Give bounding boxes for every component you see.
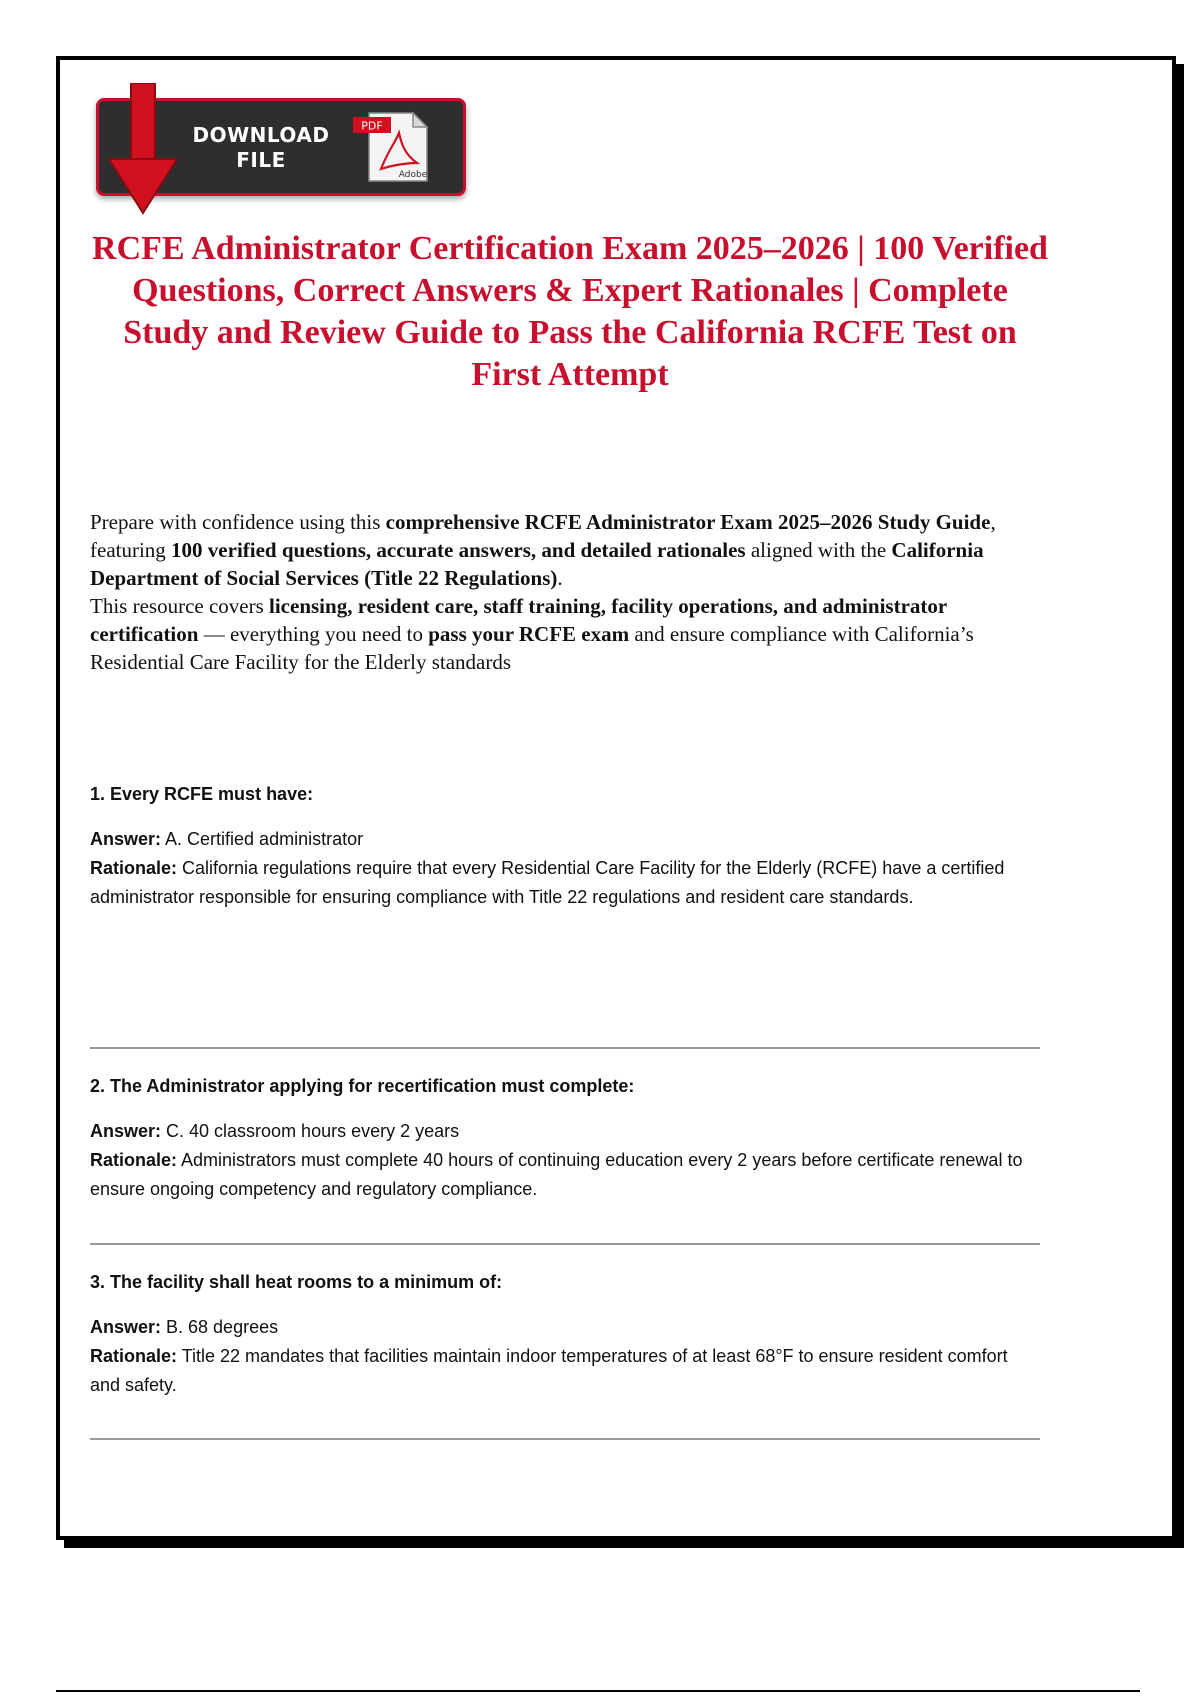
intro-text-2: , featuring [90, 510, 996, 562]
question-divider [90, 1438, 1040, 1440]
intro-bold-1: comprehensive RCFE Administrator Exam 2025–2026 Study Guide [385, 510, 991, 534]
intro-bold-4: licensing, resident care, staff training, facility operations, and administrator certification [90, 594, 947, 646]
page-bottom-rule [56, 1690, 1140, 1692]
intro-text-7: and ensure compliance with California’s Residential Care Facility for the Elderly standards [90, 622, 974, 674]
question-text: 1. Every RCFE must have: [90, 784, 314, 804]
pdf-label: PDF [361, 119, 383, 133]
intro-text-5: This resource covers [90, 594, 270, 618]
intro-paragraph [90, 508, 1050, 676]
answer-line [90, 1313, 1040, 1342]
answer-line [90, 825, 1040, 854]
question-item-2 [90, 1072, 1040, 1204]
rationale-label: Rationale: [90, 858, 178, 878]
rationale-text: California regulations require that every Residential Care Facility for the Elderly (RCFE) have a certified administrator responsible for ensuring compliance with Title 22 regulations and resident care standards. [90, 858, 1005, 907]
question-text: 3. The facility shall heat rooms to a minimum of: [90, 1272, 503, 1292]
intro-text-1: Prepare with confidence using this [90, 510, 386, 534]
intro-text-6: — everything you need to [198, 622, 429, 646]
rationale-line [90, 854, 1040, 912]
download-label-line1: DOWNLOAD [192, 123, 330, 147]
document-title: RCFE Administrator Certification Exam 2025–2026 | 100 Verified Questions, Correct Answers & Expert Rationales | Complete Study and Review Guide to Pass the California RCFE Test on First Attempt [92, 230, 1048, 393]
answer-line [90, 1117, 1040, 1146]
download-label [191, 123, 331, 173]
rationale-label: Rationale: [90, 1150, 178, 1170]
answer-text: C. 40 classroom hours every 2 years [161, 1121, 460, 1141]
intro-bold-3: California Department of Social Services (Title 22 Regulations) [90, 538, 984, 590]
question-item-1 [90, 780, 1040, 912]
intro-text-3: aligned with the [745, 538, 892, 562]
rationale-line [90, 1342, 1040, 1400]
rationale-text: Administrators must complete 40 hours of continuing education every 2 years before certificate renewal to ensure ongoing competency and regulatory compliance. [90, 1150, 1023, 1199]
intro-text-4: . [557, 566, 563, 590]
question-item-3 [90, 1268, 1040, 1400]
intro-bold-5: pass your RCFE exam [428, 622, 630, 646]
answer-label: Answer: [90, 1121, 162, 1141]
rationale-label: Rationale: [90, 1346, 178, 1366]
rationale-line [90, 1146, 1040, 1204]
download-file-button[interactable] [96, 98, 466, 196]
question-text: 2. The Administrator applying for recertification must complete: [90, 1076, 635, 1096]
download-label-line2: FILE [236, 148, 286, 172]
adobe-label: Adobe [398, 170, 428, 180]
answer-label: Answer: [90, 1317, 162, 1337]
question-divider [90, 1243, 1040, 1245]
download-arrow-icon [109, 83, 177, 217]
rationale-text: Title 22 mandates that facilities maintain indoor temperatures of at least 68°F to ensure resident comfort and safety. [90, 1346, 1008, 1395]
answer-label: Answer: [90, 829, 162, 849]
pdf-icon [351, 109, 431, 185]
answer-text: A. Certified administrator [161, 829, 364, 849]
question-divider [90, 1047, 1040, 1049]
intro-bold-2: 100 verified questions, accurate answers, and detailed rationales [171, 538, 746, 562]
answer-text: B. 68 degrees [161, 1317, 279, 1337]
